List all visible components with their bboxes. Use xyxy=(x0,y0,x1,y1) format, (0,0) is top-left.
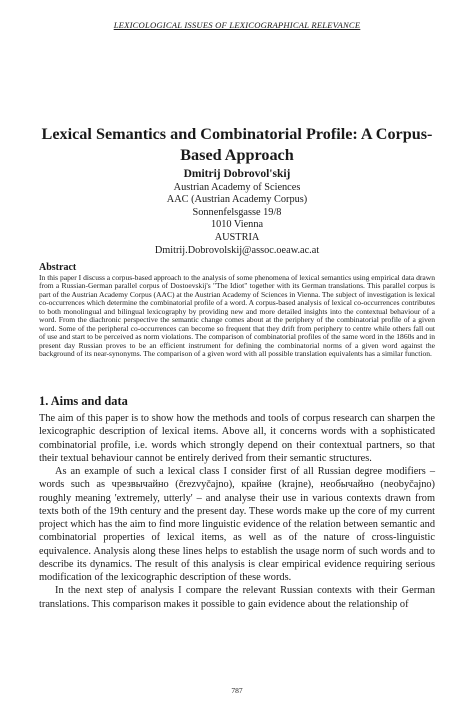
body-paragraph: The aim of this paper is to show how the methods and tools of corpus research can sharpen the lexicographic description of lexical items. Above all, it concerns words with a sophisticated combinatorial profile, i.e. words which strongly depend on their contextual partners, so that their textual behaviour cannot be entirely derived from their semantic structures. xyxy=(39,413,435,464)
running-header: LEXICOLOGICAL ISSUES OF LEXICOGRAPHICAL RELEVANCE xyxy=(113,20,361,30)
abstract-heading: Abstract xyxy=(39,262,77,273)
page-number: 787 xyxy=(231,686,243,695)
affiliation-line: 1010 Vienna xyxy=(210,219,264,231)
author-block xyxy=(60,168,414,257)
affiliation-line: Austrian Academy of Sciences xyxy=(173,181,301,193)
affiliation-line: AUSTRIA xyxy=(214,231,260,243)
author-name: Dmitrij Dobrovol'skij xyxy=(183,168,291,180)
author-email: Dmitrij.Dobrovolskij@assoc.oeaw.ac.at xyxy=(154,244,320,256)
abstract-text: In this paper I discuss a corpus-based approach to the analysis of some phenomena of lexical semantics using empirical data drawn from a Russian-German parallel corpus of Dostoevskij's "The Idiot" together with its German translations. This parallel corpus is part of the Austrian Academy Corpus (AAC) at the Austrian Academy of Sciences in Vienna. The subject of investigation is lexical co-occurrences which determine the combinatorial profile of a word. A corpus-based analysis of lexical co-occurrences contributes to both monolingual and bilingual lexicography by providing new and more detailed insights into the contextual behaviour of a word. From the diachronic perspective the semantic change comes about at the periphery of the combinatorial profile of a given word. Some of the peripheral co-occurrences can become so frequent that they drift from periphery to centre while others fall out of use and start to be perceived as norm violations. The comparison of combinatorial profiles of the same word in the 1860s and in present day Russian proves to be an efficient instrument for defining the combinatorial norms of a given word against the background of its near-synonyms. The comparison of a given word with all possible translation equivalents has a similar function. xyxy=(39,273,435,359)
body-paragraph: As an example of such a lexical class I consider first of all Russian degree modifiers – words such as чрезвычайно (črezvyčajno), крайне (krajne), необычайно (neobyčajno) roughly meaning 'extremely, utterly' – and analyse their use in various contexts drawn from texts both of the 19th century and the present day. These words make up the core of my current project which has the aim to find more linguistic evidence of the relation between semantic and combinatorial properties of lexical items, as well as of the nature of cross-linguistic equivalence. Analysis along these lines helps to establish the usage norm of such words and to describe its dynamics. The result of this analysis is clear empirical evidence requiring serious modification of the lexicographic description of these words. xyxy=(39,466,435,583)
affiliation-line: Sonnenfelsgasse 19/8 xyxy=(192,206,282,218)
affiliation-line: AAC (Austrian Academy Corpus) xyxy=(166,194,308,206)
section-heading: 1. Aims and data xyxy=(39,394,128,408)
body-paragraph: In the next step of analysis I compare the relevant Russian contexts with their German translations. This comparison makes it possible to gain evidence about the relationship of xyxy=(39,585,435,610)
paper-title: Lexical Semantics and Combinatorial Profile: A Corpus-Based Approach xyxy=(41,125,433,164)
section-body xyxy=(39,412,435,611)
